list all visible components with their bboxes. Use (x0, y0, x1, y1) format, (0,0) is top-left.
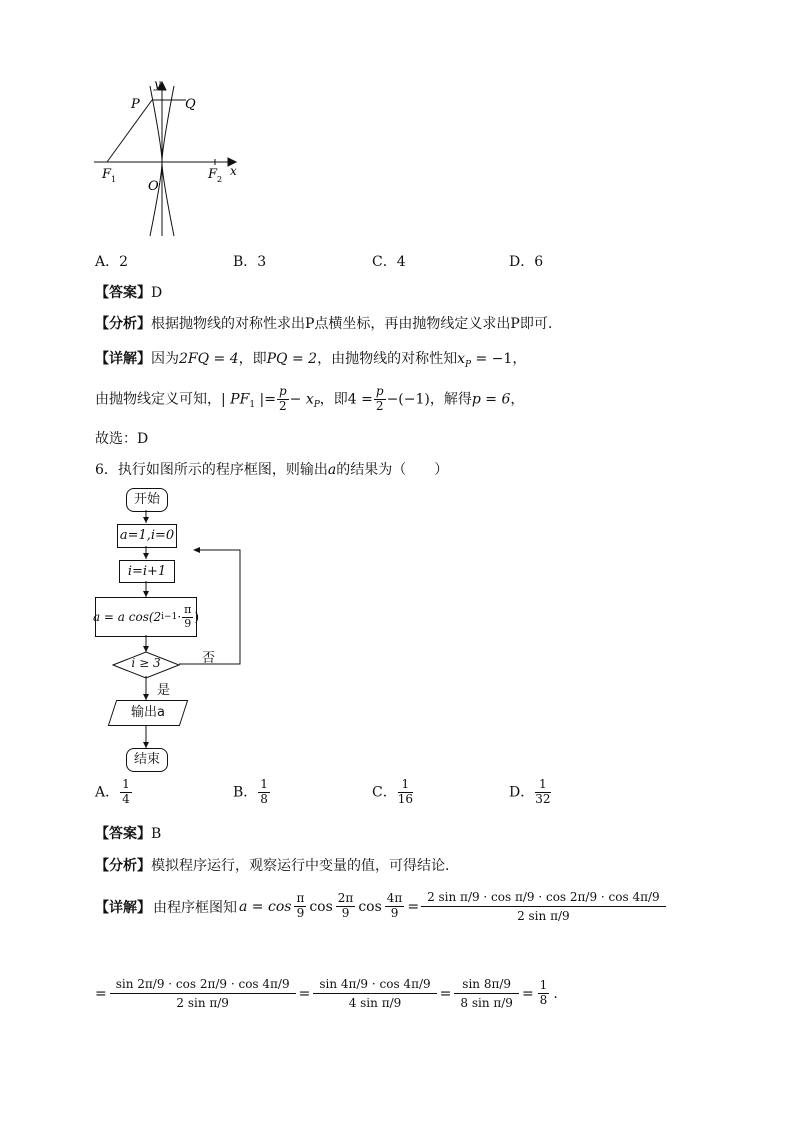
fraction-numerator: sin 2π/9 · cos 2π/9 · cos 4π/9 (110, 975, 296, 994)
math-expr: p = 6 (471, 391, 511, 408)
detail-tag: 【详解】 (95, 899, 151, 916)
answer-value: B (151, 826, 162, 842)
math-expr: a = cos (239, 898, 292, 915)
big-fraction (421, 888, 666, 925)
option-letter: A． (95, 784, 120, 801)
fraction-denominator: 2 (278, 398, 287, 413)
assign-fraction (182, 604, 193, 630)
math-expr: cos (309, 898, 333, 915)
flow-output-label: 输出a (131, 705, 165, 720)
fraction-numerator: 1 (535, 778, 550, 793)
math-expr: 4 = (347, 391, 373, 408)
flow-init: a=1,i=0 (117, 524, 177, 548)
fraction (374, 385, 386, 414)
flowchart (90, 485, 260, 775)
q5-option-a: A．2 (95, 254, 129, 270)
fraction-numerator: π (296, 891, 305, 906)
flow-assign (92, 597, 200, 637)
q6-option-c (372, 778, 414, 807)
math-expr: | PF (221, 391, 250, 408)
fraction-denominator: 9 (296, 906, 305, 920)
analysis-text: 模拟程序运行，观察运行中变量的值，可得结论． (151, 858, 459, 874)
option-fraction (398, 778, 413, 807)
fraction-numerator: 1 (122, 777, 130, 791)
fraction-denominator: 8 (260, 791, 268, 806)
big-fraction (110, 975, 296, 1012)
q6-option-a (95, 778, 133, 807)
fraction-numerator: π (184, 602, 192, 616)
math-expr: . (553, 985, 558, 1002)
math-expr: = (95, 985, 107, 1002)
fraction-denominator: 16 (397, 791, 413, 806)
detail-text: ，即 (238, 351, 267, 367)
q5-option-d: D．6 (509, 254, 544, 270)
fraction-numerator: p (278, 384, 287, 398)
fraction-numerator: p (375, 384, 384, 398)
math-subscript: P (464, 359, 472, 370)
option-letter: C． (372, 784, 397, 801)
math-expr: cos (358, 898, 382, 915)
math-expr: = (298, 985, 311, 1002)
point-q-label: Q (185, 97, 196, 112)
assign-close: ) (194, 610, 200, 624)
math-subscript: 1 (249, 400, 256, 411)
focus-f1-label: F (102, 167, 112, 182)
x-axis-label: x (230, 164, 237, 178)
flow-condition: i ≥ 3 (131, 656, 161, 670)
big-fraction (313, 975, 436, 1012)
fraction-denominator: 9 (184, 616, 192, 630)
q5-detail-line-2 (95, 385, 524, 414)
big-fraction (454, 975, 519, 1012)
math-expr: = −1 (471, 351, 513, 367)
fraction-numerator: sin 8π/9 (454, 975, 519, 994)
q6-detail-eq2 (95, 975, 558, 1012)
answer-value: D (151, 285, 163, 301)
answer-tag: 【答案】 (95, 285, 151, 301)
fraction (538, 979, 550, 1008)
q6-analysis-line (95, 855, 459, 875)
fraction (277, 385, 289, 414)
option-fraction (535, 778, 550, 807)
detail-text: 由程序框图知 (153, 899, 237, 916)
fraction-denominator: 9 (390, 906, 399, 920)
analysis-tag: 【分析】 (95, 316, 151, 332)
fraction-denominator: 8 (539, 993, 548, 1007)
math-expr: = (439, 985, 452, 1002)
fraction (385, 892, 405, 921)
focus-f1-subscript: 1 (111, 175, 117, 184)
math-expr: x (457, 351, 465, 367)
q6-option-b (233, 778, 271, 807)
q5-analysis-line (95, 313, 552, 333)
math-expr: −(−1) (386, 391, 430, 408)
analysis-text: 根据抛物线的对称性求出P点横坐标，再由抛物线定义求出P即可. (151, 316, 553, 332)
point-p-label: P (131, 97, 140, 112)
option-fraction (120, 778, 132, 807)
math-expr: PQ = 2 (266, 351, 318, 367)
y-axis-label: y (154, 78, 161, 91)
stem-text: 6．执行如图所示的程序框图，则输出 (95, 462, 328, 478)
math-expr: = (407, 898, 420, 915)
q5-answer-line (95, 282, 162, 302)
fraction-numerator: sin 4π/9 · cos 4π/9 (313, 975, 436, 994)
assign-superscript: i−1 (161, 612, 178, 622)
fraction-denominator: 9 (341, 906, 350, 920)
detail-text: ，解得 (429, 391, 472, 408)
flow-increment: i=i+1 (119, 560, 175, 583)
flow-yes-label: 是 (157, 683, 171, 698)
focus-f2-subscript: 2 (217, 175, 223, 184)
fraction-numerator: 1 (398, 778, 413, 793)
option-fraction (258, 778, 270, 807)
flow-end: 结束 (126, 748, 168, 772)
fraction (294, 892, 306, 921)
fraction-denominator: 4 sin π/9 (348, 996, 402, 1010)
fraction-denominator: 2 sin π/9 (517, 909, 570, 923)
fraction-numerator: 1 (539, 978, 548, 993)
assign-dot: · (177, 610, 182, 624)
option-letter: B． (233, 784, 258, 801)
fraction-denominator: 4 (122, 791, 130, 806)
q6-detail-eq1 (95, 888, 666, 925)
fraction-denominator: 2 (375, 398, 384, 413)
parabola-figure (90, 78, 250, 238)
detail-text: ，由抛物线的对称性知 (317, 351, 458, 367)
detail-text: 由抛物线定义可知， (95, 391, 221, 408)
math-expr: |= (255, 391, 276, 408)
assign-expr: a = a cos(2 (92, 610, 162, 624)
q5-conclusion: 故选：D (95, 431, 149, 447)
fraction (336, 892, 356, 921)
origin-label: O (148, 179, 159, 194)
option-letter: D． (509, 784, 535, 801)
math-expr: 2FQ = 4 (179, 351, 239, 367)
math-expr: = (521, 985, 534, 1002)
math-subscript: P (313, 400, 320, 411)
q5-option-b: B．3 (233, 254, 267, 270)
flow-no-label: 否 (202, 651, 216, 666)
q6-answer-line (95, 823, 161, 843)
fraction-numerator: 2π (337, 891, 354, 906)
math-expr: − x (289, 391, 314, 408)
q6-stem (95, 459, 448, 479)
detail-text: ， (512, 351, 527, 367)
analysis-tag: 【分析】 (95, 858, 151, 874)
fraction-denominator: 8 sin π/9 (460, 996, 513, 1010)
fraction-denominator: 2 sin π/9 (176, 996, 229, 1010)
fraction-denominator: 32 (535, 791, 551, 806)
focus-f2-label: F (208, 167, 218, 182)
stem-text: 的结果为（ ） (336, 462, 449, 478)
q6-option-d (509, 778, 552, 807)
answer-tag: 【答案】 (95, 826, 151, 842)
flow-start: 开始 (126, 488, 168, 512)
fraction-numerator: 4π (386, 891, 403, 906)
q5-detail-line-1 (95, 348, 526, 370)
detail-text: 因为 (151, 351, 179, 367)
q5-option-c: C．4 (372, 254, 406, 270)
detail-tag: 【详解】 (95, 351, 151, 367)
fraction-numerator: 2 sin π/9 · cos π/9 · cos 2π/9 · cos 4π/9 (421, 888, 666, 907)
math-var: a (327, 462, 337, 478)
detail-text: ， (510, 391, 525, 408)
fraction-numerator: 1 (260, 777, 268, 791)
detail-text: ，即 (319, 391, 348, 408)
